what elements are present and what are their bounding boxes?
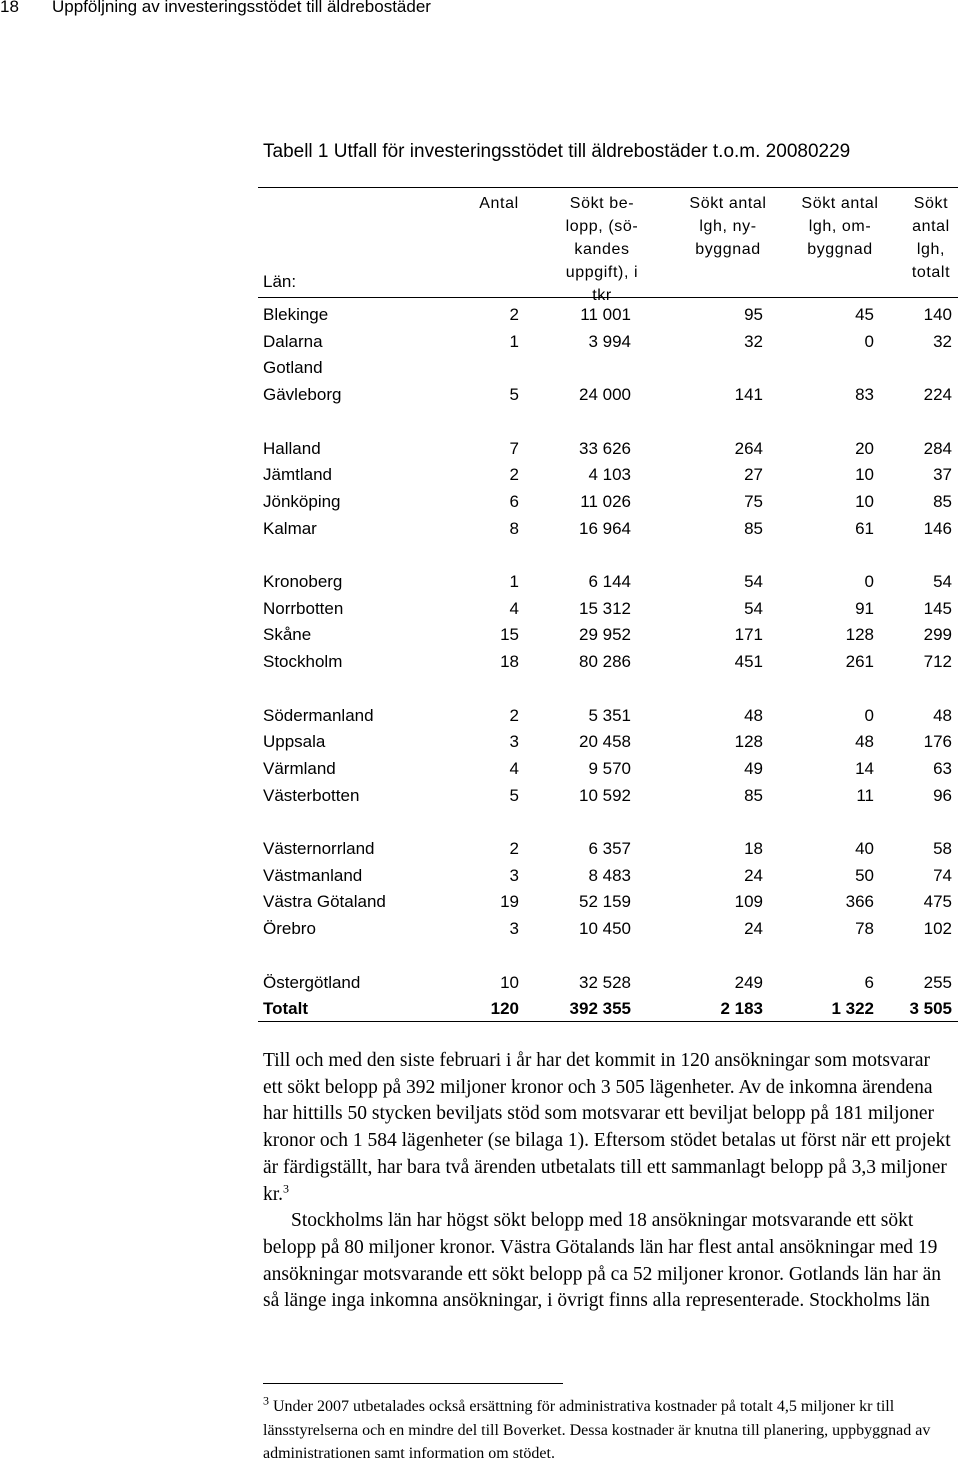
row-antal: 3 [509,919,519,939]
column-header-ombyggnad: Sökt antal lgh, om- byggnad [801,195,879,258]
row-lan: Södermanland [263,705,374,725]
row-lan: Västerbotten [263,785,360,805]
row-totalt: 176 [923,732,952,752]
table-row [0,916,960,942]
row-ombyggnad: 0 [864,572,874,591]
row-belopp: 10 592 [579,785,631,805]
row-ombyggnad: 78 [855,919,874,939]
row-header-lan: Län: [263,272,297,291]
row-nybyggnad: 27 [744,465,763,485]
row-nybyggnad: 85 [744,785,763,805]
row-lan: Västmanland [263,865,363,885]
row-belopp: 6 144 [588,572,631,591]
table-header-rule [258,297,958,298]
footnote-rule [263,1383,563,1384]
row-totalt: 145 [923,598,952,618]
row-lan: Skåne [263,625,312,645]
table-row [0,729,960,755]
paragraph-2: Stockholms län har högst sökt belopp med 18 ansökningar motsvarande ett sökt belopp på 80 miljoner kronor. Västra Götalands län har flest antal ansökningar med 19 ansökningar motsvarande ett sökt belopp på ca 52 miljoner kronor. Gotlands län har än så länge inga inkomna ansökningar, i övrigt finns alla representerade. Stockholms län [263,1210,941,1312]
row-antal: 2 [509,839,519,858]
footnote-reference: 3 [283,1181,290,1196]
column-header-nybyggnad: Sökt antal lgh, ny- byggnad [689,195,767,258]
row-belopp: 33 626 [579,438,631,458]
footnote-number: 3 [263,1393,269,1408]
row-ombyggnad: 6 [864,972,874,992]
row-belopp: 4 103 [588,465,631,485]
row-belopp: 15 312 [579,598,631,618]
row-totalt: 255 [923,972,952,992]
table-total-row [0,996,960,1022]
row-lan: Västra Götaland [263,892,386,912]
row-antal: 3 [509,732,519,752]
row-antal: 2 [509,305,519,324]
row-antal: 2 [509,465,519,485]
total-ombyggnad: 1 322 [831,999,874,1018]
table-row [0,622,960,648]
table-row [0,863,960,889]
row-belopp: 11 001 [580,305,631,324]
row-totalt: 299 [923,625,952,645]
row-ombyggnad: 48 [855,732,874,752]
row-totalt: 146 [923,518,952,538]
row-ombyggnad: 10 [855,491,874,511]
row-nybyggnad: 49 [744,758,763,778]
table-row [0,756,960,782]
row-totalt: 102 [923,919,952,939]
row-lan: Dalarna [263,331,323,351]
row-ombyggnad: 366 [845,892,874,912]
table-row [0,355,960,381]
row-ombyggnad: 10 [855,465,874,485]
footnote [263,1395,953,1466]
row-ombyggnad: 61 [855,518,874,538]
row-ombyggnad: 40 [855,839,874,858]
row-antal: 6 [509,491,519,511]
row-belopp: 11 026 [580,491,631,511]
row-nybyggnad: 451 [734,652,763,672]
table-row [0,569,960,595]
row-ombyggnad: 83 [855,385,874,405]
row-antal: 3 [509,865,519,885]
row-antal: 7 [509,438,519,458]
row-belopp: 80 286 [579,652,631,672]
row-nybyggnad: 85 [744,518,763,538]
row-antal: 4 [509,598,519,618]
row-nybyggnad: 32 [744,331,763,351]
table-row [0,703,960,729]
table-row [0,489,960,515]
row-belopp: 29 952 [579,625,631,645]
row-nybyggnad: 171 [734,625,763,645]
row-antal: 1 [509,331,519,351]
row-nybyggnad: 264 [734,438,763,458]
row-totalt: 32 [933,331,952,351]
row-ombyggnad: 45 [855,305,874,324]
row-belopp: 10 450 [579,919,631,939]
row-antal: 5 [509,385,519,405]
row-totalt: 58 [933,839,952,858]
row-lan: Jämtland [263,465,332,485]
row-lan: Blekinge [263,305,329,324]
row-totalt: 63 [933,758,952,778]
row-lan: Kronoberg [263,572,343,591]
row-totalt: 140 [923,305,952,324]
row-belopp: 9 570 [588,758,631,778]
table-row [0,970,960,996]
row-nybyggnad: 54 [744,572,763,591]
row-ombyggnad: 14 [855,758,874,778]
row-nybyggnad: 75 [744,491,763,511]
row-lan: Uppsala [263,732,326,752]
row-antal: 15 [500,625,519,645]
running-header [0,0,431,17]
row-lan: Gotland [263,358,323,378]
row-belopp: 52 159 [579,892,631,912]
row-nybyggnad: 54 [744,598,763,618]
total-antal: 120 [490,999,519,1018]
row-lan: Kalmar [263,518,317,538]
row-nybyggnad: 128 [734,732,763,752]
row-nybyggnad: 48 [744,705,763,725]
row-nybyggnad: 95 [744,305,763,324]
row-ombyggnad: 0 [864,705,874,725]
row-lan: Jönköping [263,491,341,511]
column-header-sokt-belopp: Sökt be- lopp, (sö- kandes uppgift), i tkr [565,195,639,304]
table-row [0,783,960,809]
row-antal: 1 [509,572,519,591]
row-ombyggnad: 20 [855,438,874,458]
total-nybyggnad: 2 183 [720,999,763,1018]
footnote-text: Under 2007 utbetalades också ersättning för administrativa kostnader på totalt 4,5 miljoner kr till länsstyrelserna och en mindre del till Boverket. Dessa kostnader är knutna till planering, uppbyggnad av administrationen samt information om stödet. [263,1398,931,1462]
row-ombyggnad: 128 [845,625,874,645]
row-ombyggnad: 261 [845,652,874,672]
row-totalt: 712 [923,652,952,672]
row-ombyggnad: 91 [855,598,874,618]
row-ombyggnad: 0 [864,331,874,351]
table-row [0,462,960,488]
row-belopp: 20 458 [579,732,631,752]
row-ombyggnad: 50 [855,865,874,885]
row-lan: Norrbotten [263,598,344,618]
table-row [0,649,960,675]
row-lan: Örebro [263,919,316,939]
row-nybyggnad: 109 [734,892,763,912]
row-ombyggnad: 11 [856,785,874,805]
row-lan: Västernorrland [263,839,375,858]
running-title: Uppföljning av investeringsstödet till äldrebostäder [52,0,431,16]
table-title: Tabell 1 Utfall för investeringsstödet till äldrebostäder t.o.m. 20080229 [263,141,851,162]
row-antal: 19 [500,892,519,912]
total-label: Totalt [263,999,309,1018]
paragraph-1-text: Till och med den siste februari i år har det kommit in 120 ansökningar som motsvarar ett sökt belopp på 392 miljoner kronor och 3 505 lägenheter. Av de inkomna ärendena har hittills 50 stycken beviljats stöd som motsvarar ett beviljat belopp på 181 miljoner kronor och 1 584 lägenheter (se bilaga 1). Eftersom stödet betalas ut först när ett projekt är färdigställt, har bara två ärenden utbetalats till ett sammanlagt belopp på 3,3 miljoner kr. [263,1050,951,1205]
row-nybyggnad: 24 [744,919,763,939]
row-antal: 4 [509,758,519,778]
table-row [0,302,960,328]
table-row [0,889,960,915]
row-totalt: 224 [923,385,952,405]
row-totalt: 85 [933,491,952,511]
table-row [0,329,960,355]
total-belopp: 392 355 [569,999,631,1018]
row-totalt: 54 [933,572,952,591]
row-antal: 18 [500,652,519,672]
row-belopp: 5 351 [588,705,631,725]
total-totalt: 3 505 [909,999,952,1018]
row-belopp: 32 528 [579,972,631,992]
row-antal: 10 [500,972,519,992]
row-lan: Gävleborg [263,385,342,405]
row-belopp: 24 000 [579,385,631,405]
paragraph-1 [263,1048,953,1208]
row-belopp: 8 483 [588,865,631,885]
row-nybyggnad: 141 [734,385,763,405]
row-totalt: 284 [923,438,952,458]
table-top-rule [258,187,958,188]
row-belopp: 16 964 [579,518,631,538]
row-totalt: 475 [923,892,952,912]
row-nybyggnad: 18 [744,839,763,858]
body-text [263,1048,953,1315]
row-antal: 8 [509,518,519,538]
page-number: 18 [0,0,19,16]
row-nybyggnad: 24 [744,865,763,885]
table-row [0,836,960,862]
row-lan: Värmland [263,758,336,778]
row-totalt: 48 [933,705,952,725]
row-totalt: 96 [933,785,952,805]
row-lan: Halland [263,438,321,458]
column-header-totalt: Sökt antal lgh, totalt [911,195,951,281]
row-belopp: 3 994 [588,331,631,351]
table-row [0,436,960,462]
column-header-antal: Antal [479,195,519,212]
table-row [0,596,960,622]
row-lan: Östergötland [263,972,361,992]
row-antal: 2 [509,705,519,725]
row-lan: Stockholm [263,652,343,672]
row-nybyggnad: 249 [734,972,763,992]
table-row [0,516,960,542]
row-totalt: 37 [933,465,952,485]
row-totalt: 74 [933,865,952,885]
row-antal: 5 [509,785,519,805]
row-belopp: 6 357 [588,839,631,858]
table-row [0,382,960,408]
